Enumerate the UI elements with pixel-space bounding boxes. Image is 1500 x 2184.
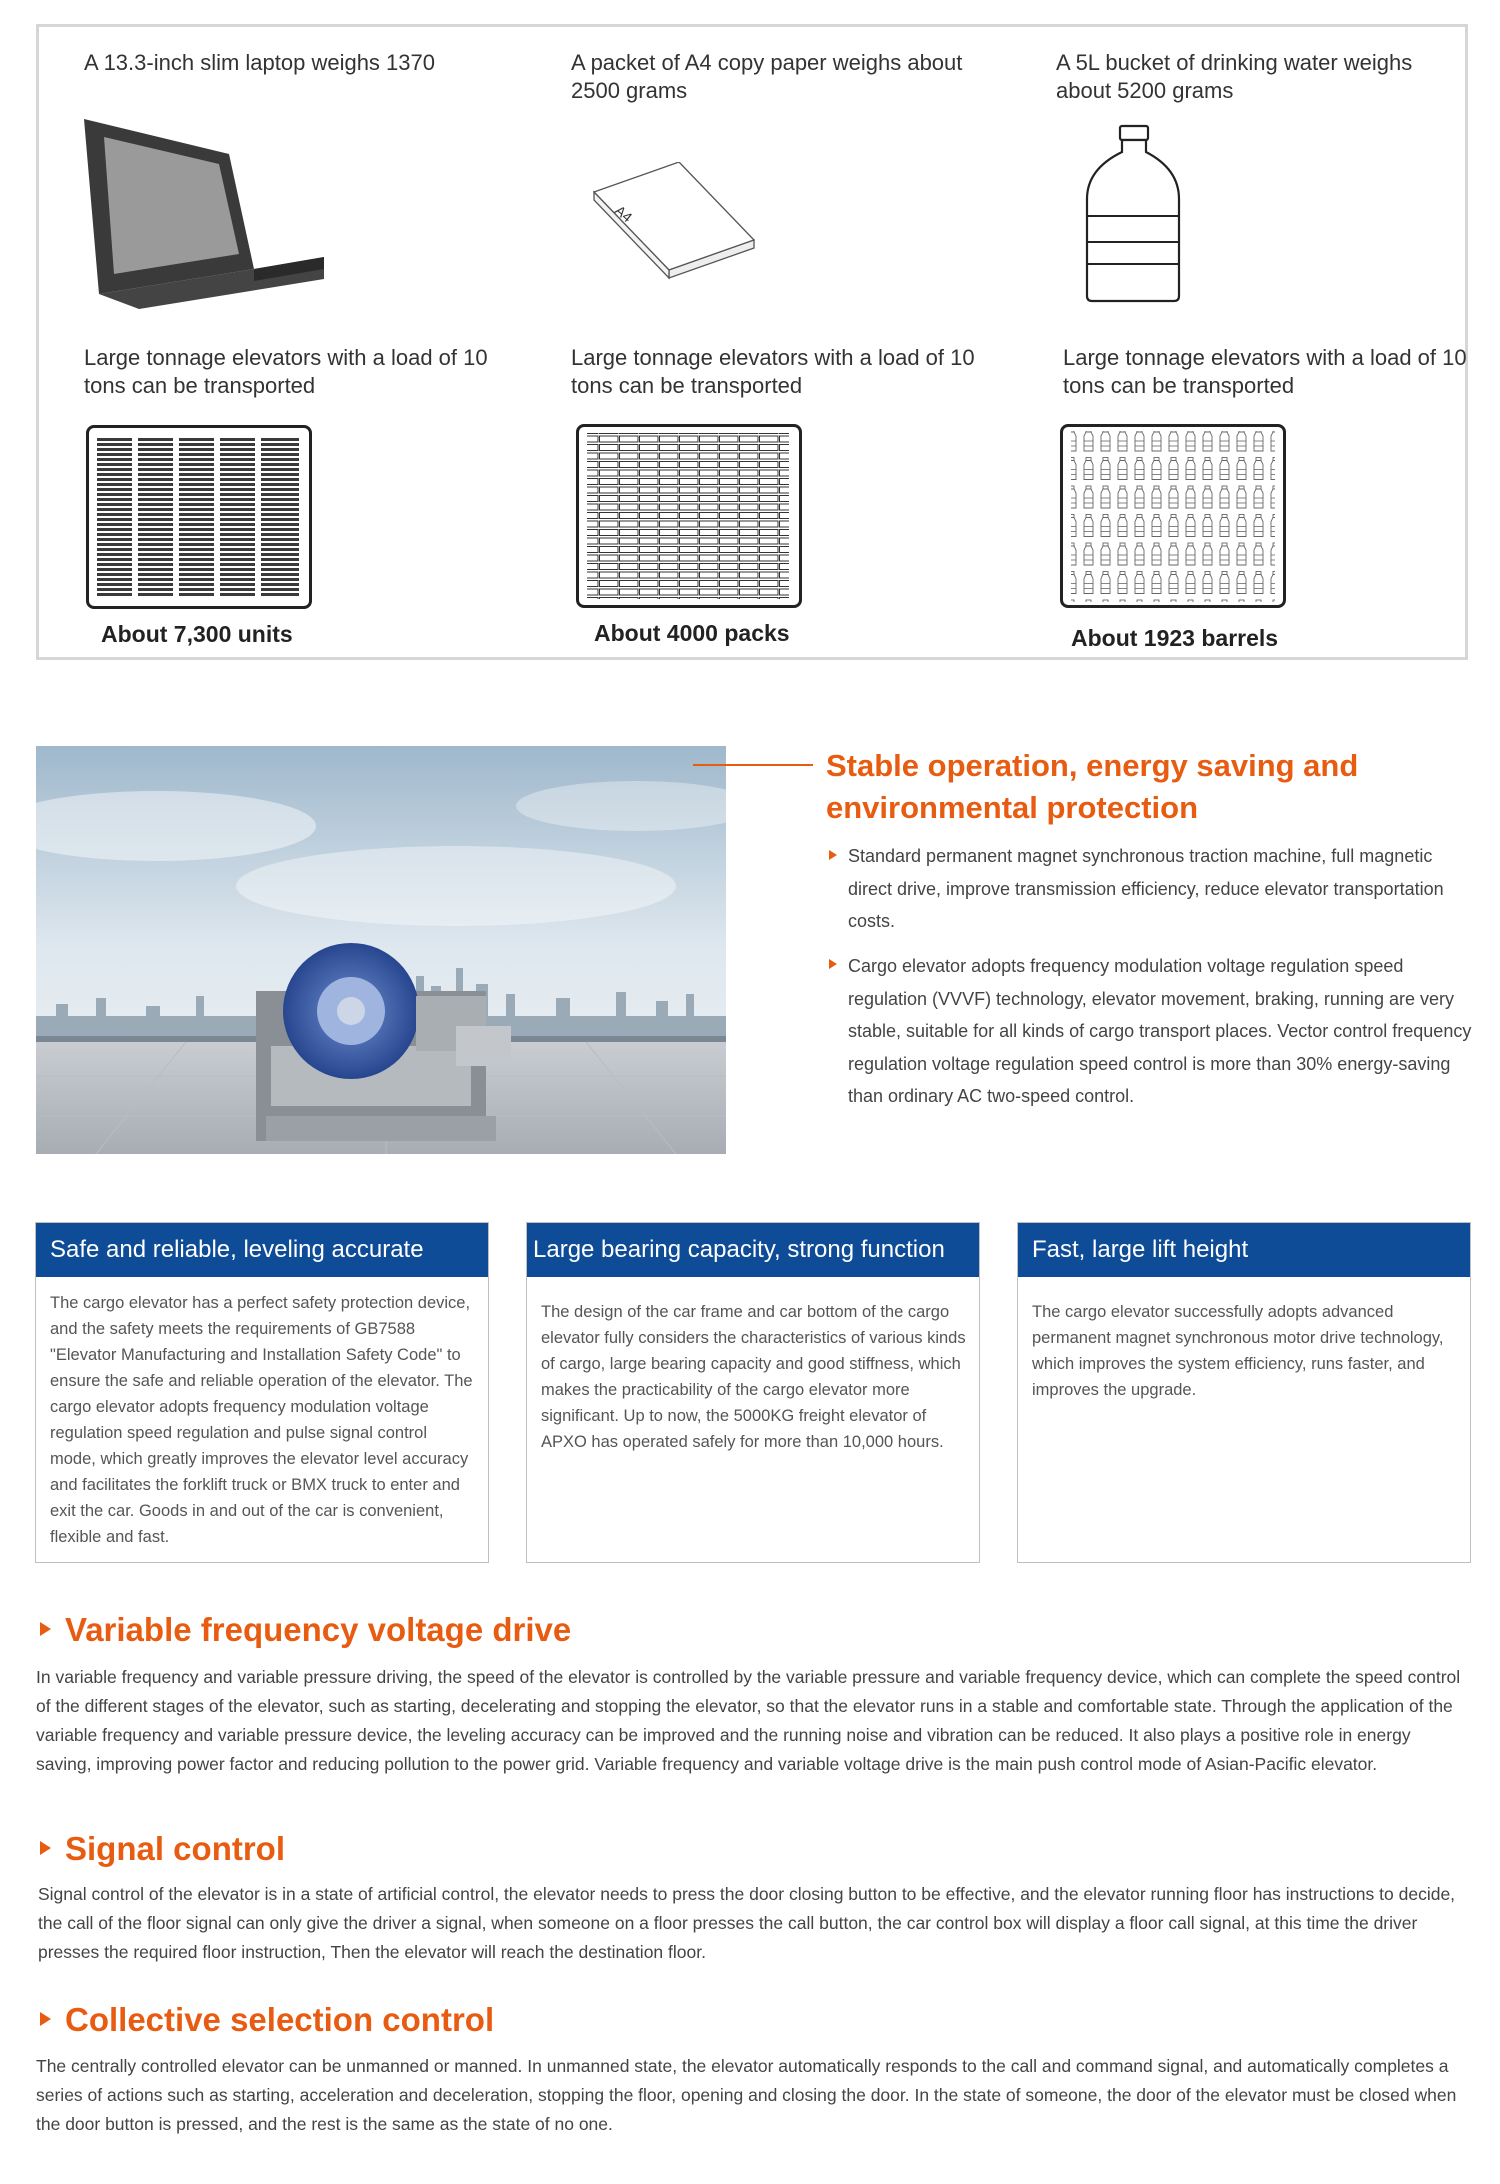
weight-comparison-panel <box>36 24 1468 660</box>
barrel-stack-graphic <box>1060 424 1286 608</box>
paper-icon-label: A4 <box>612 202 636 226</box>
feature-title-rule <box>693 764 813 766</box>
water-bottle-icon <box>1082 124 1187 304</box>
card-title: Fast, large lift height <box>1018 1223 1470 1277</box>
paper-icon <box>584 162 764 292</box>
elevator-machine-photo <box>36 746 726 1154</box>
card-body: The design of the car frame and car bottom of the cargo elevator fully considers the characteristics of various kinds of cargo, large bearing capacity and good stiffness, which makes the practicability of the cargo elevator more significant. Up to now, the 5000KG freight elevator of APXO has operated safely for more than 10,000 hours. <box>541 1303 966 1451</box>
laptop-icon <box>79 119 324 309</box>
section-title-vfvd: Variable frequency voltage drive <box>65 1611 572 1648</box>
load-text-1: Large tonnage elevators with a load of 10 tons can be transported <box>84 345 488 398</box>
section-text-vfvd: In variable frequency and variable pressure driving, the speed of the elevator is controlled by the variable pressure and variable frequency device, which can complete the speed control of the different stages of the elevator, such as starting, decelerating and stopping the elevator, so that the elevator runs in a stable and comfortable state. Through the application of the variable frequency and variable pressure device, the leveling accuracy can be improved and the running noise and vibration can be reduced. It also plays a positive role in energy saving, improving power factor and reducing pollution to the power grid. Variable frequency and variable voltage drive is the main push control mode of Asian-Pacific elevator. <box>36 1667 1461 1774</box>
card-bearing-capacity <box>526 1222 980 1563</box>
feature-title: Stable operation, energy saving and environmental protection <box>826 748 1359 825</box>
feature-bullet-1: Standard permanent magnet synchronous traction machine, full magnetic direct drive, improve transmission efficiency, reduce elevator transportation costs. <box>848 846 1444 931</box>
laptop-result: About 7,300 units <box>101 621 293 647</box>
barrel-result: About 1923 barrels <box>1071 625 1279 651</box>
section-arrow-icon <box>40 1622 51 1636</box>
card-safe-reliable <box>35 1222 489 1563</box>
bullet-icon <box>829 850 837 860</box>
card-title: Safe and reliable, leveling accurate <box>36 1223 488 1277</box>
section-arrow-icon <box>40 1841 51 1855</box>
paper-stack-graphic <box>576 424 802 608</box>
water-weight-text: A 5L bucket of drinking water weighs about 5200 grams <box>1056 50 1413 103</box>
laptop-stack-graphic <box>86 425 312 609</box>
card-body: The cargo elevator successfully adopts advanced permanent magnet synchronous motor drive technology, which improves the system efficiency, runs faster, and improves the upgrade. <box>1032 1303 1444 1399</box>
card-body: The cargo elevator has a perfect safety protection device, and the safety meets the requirements of GB7588 "Elevator Manufacturing and Installation Safety Code" to ensure the safe and reliable operation of the elevator. The cargo elevator adopts frequency modulation voltage regulation speed regulation and pulse signal control mode, which greatly improves the elevator level accuracy and facilitates the forklift truck or BMX truck to enter and exit the car. Goods in and out of the car is convenient, flexible and fast. <box>50 1294 473 1546</box>
load-text-3: Large tonnage elevators with a load of 10 tons can be transported <box>1063 345 1467 398</box>
load-text-2: Large tonnage elevators with a load of 10 tons can be transported <box>571 345 975 398</box>
card-fast-lift <box>1017 1222 1471 1563</box>
card-title: Large bearing capacity, strong function <box>527 1223 979 1277</box>
bullet-icon <box>829 959 837 969</box>
section-title-signal: Signal control <box>65 1830 286 1867</box>
section-arrow-icon <box>40 2012 51 2026</box>
paper-result: About 4000 packs <box>594 620 790 646</box>
feature-bullet-2: Cargo elevator adopts frequency modulation voltage regulation speed regulation (VVVF) technology, elevator movement, braking, running are very stable, suitable for all kinds of cargo transport places. Vector control frequency regulation voltage regulation speed control is more than 30% energy-saving than ordinary AC two-speed control. <box>848 956 1472 1106</box>
section-text-collective: The centrally controlled elevator can be unmanned or manned. In unmanned state, the elevator automatically responds to the call and command signal, and automatically completes a series of actions such as starting, acceleration and deceleration, stopping the floor, opening and closing the door. In the state of someone, the door of the elevator must be closed when the door button is pressed, and the rest is the same as the state of no one. <box>36 2056 1457 2134</box>
section-title-collective: Collective selection control <box>65 2001 495 2038</box>
laptop-weight-text: A 13.3-inch slim laptop weighs 1370 <box>84 50 435 75</box>
paper-weight-text: A packet of A4 copy paper weighs about 2500 grams <box>571 50 963 103</box>
section-text-signal: Signal control of the elevator is in a state of artificial control, the elevator needs to press the door closing button to be effective, and the elevator running floor has instructions to decide, the call of the floor signal can only give the driver a signal, when someone on a floor presses the call button, the car control box will display a floor call signal, at this time the driver presses the required floor instruction, Then the elevator will reach the destination floor. <box>38 1884 1456 1962</box>
